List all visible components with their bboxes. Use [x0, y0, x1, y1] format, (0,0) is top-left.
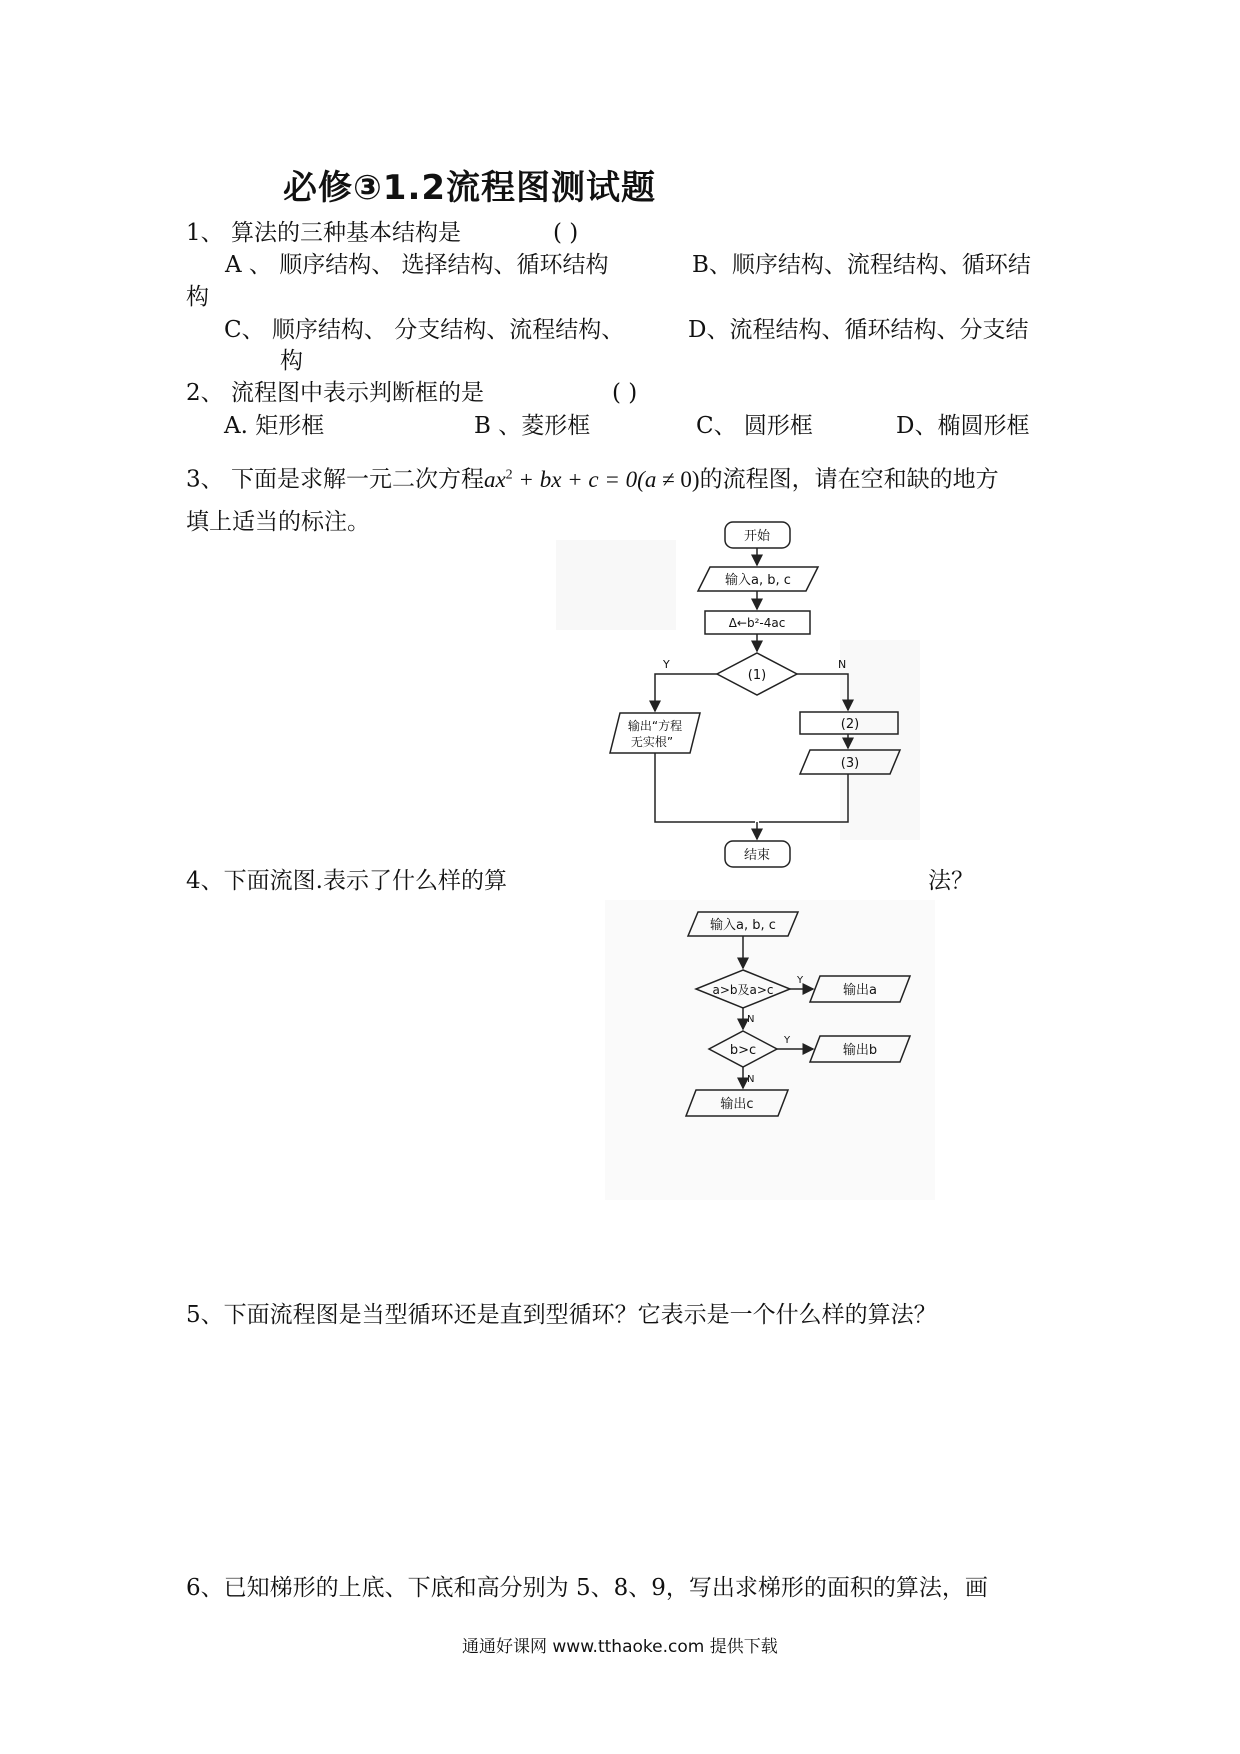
q1-option-b-wrap: 构 [186, 284, 209, 310]
q1-option-a: A 、 顺序结构、 选择结构、循环结构 [225, 252, 609, 278]
q3-suffix: 的流程图，请在空和缺的地方 [699, 466, 999, 493]
flow1-assign-label: Δ←b²-4ac [728, 616, 786, 630]
q1-stem: 1、 算法的三种基本结构是 [186, 220, 461, 246]
q1-option-d: D、流程结构、循环结构、分支结 [688, 317, 1029, 343]
flow1-box-3-label: (3) [840, 756, 860, 771]
flow2-yes-label-1: Y [797, 975, 804, 986]
flow1-no-label: N [838, 658, 847, 671]
flowchart-quadratic [560, 510, 920, 870]
flow2-output-b-label: 输出b [842, 1043, 878, 1058]
flow1-start-label: 开始 [743, 529, 771, 544]
q3-equation: $ax^2$ + bx + c = 0(a ≠ 0) [483, 466, 700, 492]
flow1-no-root-label-2: 无实根” [630, 735, 674, 749]
q1-option-c: C、 顺序结构、 分支结构、流程结构、 [224, 317, 625, 343]
q1-option-b: B、顺序结构、流程结构、循环结 [692, 252, 1031, 278]
flow2-decision-2-label: b>c [729, 1043, 757, 1058]
q2-stem: 2、 流程图中表示判断框的是 [186, 380, 484, 406]
q2-answer-blank: ( ) [612, 380, 638, 406]
q4-stem: 4、下面流图.表示了什么样的算 [186, 868, 507, 894]
page-title: 必修③1.2流程图测试题 [283, 168, 657, 208]
q4-stem-end: 法？ [928, 868, 974, 894]
flow1-end-label: 结束 [743, 848, 771, 863]
flow2-decision-1-label: a>b及a>c [712, 983, 774, 997]
q1-answer-blank: ( ) [553, 220, 579, 246]
q5-stem: 5、下面流程图是当型循环还是直到型循环？它表示是一个什么样的算法？ [186, 1302, 937, 1328]
flow2-yes-label-2: Y [784, 1035, 791, 1046]
q1-option-d-wrap: 构 [280, 348, 303, 374]
q3-prefix: 3、 下面是求解一元二次方程 [186, 466, 484, 493]
q2-option-b: B 、菱形框 [474, 413, 591, 439]
q3-stem-line2: 填上适当的标注。 [186, 509, 370, 535]
q2-option-c: C、 圆形框 [696, 413, 813, 439]
flow2-no-label-1: N [747, 1014, 755, 1025]
flow1-input-label: 输入a, b, c [725, 573, 791, 588]
flow2-no-label-2: N [747, 1074, 755, 1085]
page-footer: 通通好课网 www.tthaoke.com 提供下载 [462, 1637, 778, 1657]
q6-stem: 6、已知梯形的上底、下底和高分别为 5、8、9，写出求梯形的面积的算法，画 [186, 1575, 988, 1601]
flow2-input-label: 输入a, b, c [710, 918, 776, 933]
flow1-yes-label: Y [663, 658, 670, 671]
flowchart-max [660, 905, 930, 1135]
q3-stem [186, 460, 999, 495]
q2-option-d: D、椭圆形框 [896, 413, 1030, 439]
flow2-output-a-label: 输出a [843, 983, 877, 998]
flow1-box-2-label: (2) [840, 717, 860, 732]
flow1-no-root-label-1: 输出“方程 [627, 719, 683, 733]
q2-option-a: A. 矩形框 [224, 413, 325, 439]
flow1-decision-label: (1) [747, 668, 767, 683]
flow2-output-c-label: 输出c [720, 1097, 754, 1112]
